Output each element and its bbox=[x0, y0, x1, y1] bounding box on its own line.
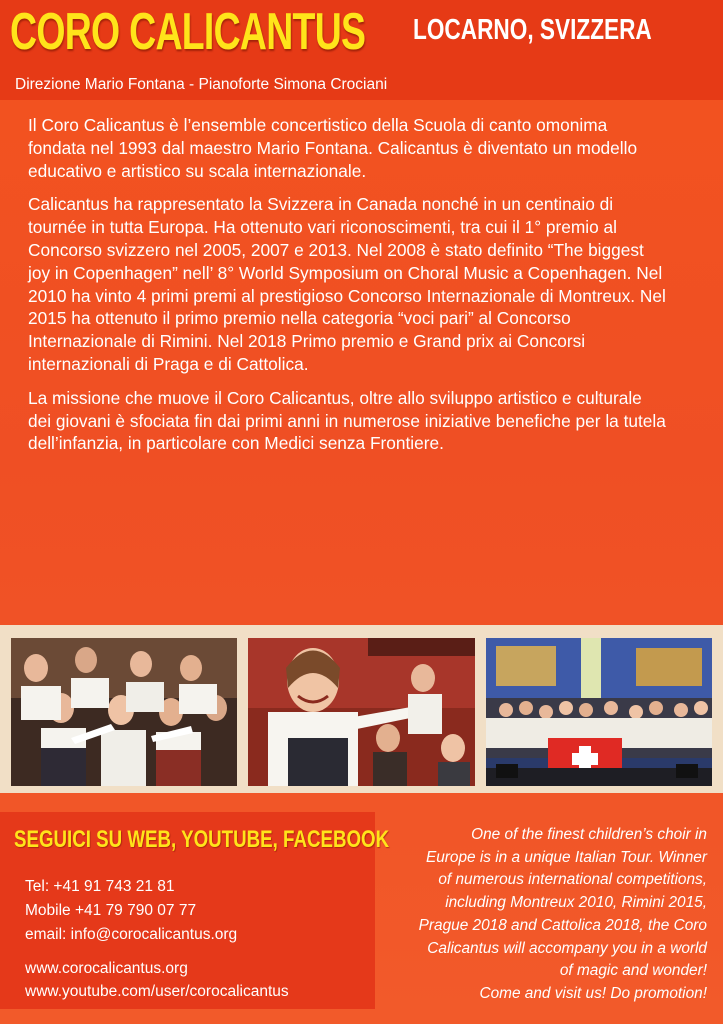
promo-line: including Montreux 2010, Rimini 2015, bbox=[445, 894, 707, 912]
smiling-singer-photo bbox=[248, 638, 475, 786]
promo-line: Prague 2018 and Cattolica 2018, the Coro bbox=[418, 916, 707, 934]
choir-performance-photo bbox=[11, 638, 237, 786]
page-title: CORO CALICANTUS bbox=[10, 3, 366, 61]
promo-line: of magic and wonder! bbox=[559, 962, 707, 980]
promo-line: Calicantus will accompany you in a world bbox=[427, 939, 707, 957]
direction-subtitle: Direzione Mario Fontana - Pianoforte Simona Crociani bbox=[15, 76, 388, 93]
email-link[interactable]: email: info@corocalicantus.org bbox=[25, 926, 238, 943]
mobile-number[interactable]: Mobile +41 79 790 07 77 bbox=[25, 902, 197, 919]
website-link[interactable]: www.corocalicantus.org bbox=[25, 960, 188, 977]
paragraph-achievements: Calicantus ha rappresentato la Svizzera in Canada nonché in un centinaio di tournée in tutta Europa. Ha ottenuto vari riconoscimenti, tra cui il 1° premio al Concorso svizzero nel 2005, 2007 e 2013. Nel 2008 è stato definito “The biggest joy in Copenhagen” nell’ 8° World Symposium on Choral Music a Copenhagen. Nel 2010 ha vinto 4 primi premi al prestigioso Concorso Internazionale di Montreux. Nel 2015 ha ottenuto il primo premio nella categoria “voci pari” al Concorso Internazionale di Rimini. Nel 2018 Primo premio e Grand prix ai Concorsi internazionali di Praga e di Cattolica. bbox=[28, 194, 666, 374]
paragraph-mission: La missione che muove il Coro Calicantus, oltre allo sviluppo artistico e culturale dei giovani è sfociata fin dai primi anni in numerose iniziative benefiche per la tutela dell’infanzia, in particolare con Medici senza Frontiere. bbox=[28, 387, 666, 454]
phone-number[interactable]: Tel: +41 91 743 21 81 bbox=[25, 878, 175, 895]
promo-text bbox=[377, 824, 707, 1006]
location-label: LOCARNO, SVIZZERA bbox=[413, 14, 652, 46]
choir-with-swiss-flag-photo bbox=[486, 638, 712, 786]
description bbox=[28, 114, 668, 466]
photo-strip bbox=[0, 625, 723, 793]
promo-line: of numerous international competitions, bbox=[438, 871, 707, 889]
promo-line: Europe is in a unique Italian Tour. Winner bbox=[425, 848, 707, 866]
youtube-link[interactable]: www.youtube.com/user/corocalicantus bbox=[25, 983, 289, 1000]
promo-line: One of the finest children’s choir in bbox=[471, 826, 707, 843]
contact-box bbox=[0, 812, 390, 1009]
follow-us-heading: SEGUICI SU WEB, YOUTUBE, FACEBOOK bbox=[14, 826, 390, 853]
paragraph-intro: Il Coro Calicantus è l’ensemble concertistico della Scuola di canto omonima fondata nel 1993 dal maestro Mario Fontana. Calicantus è diventato un modello educativo e artistico su scala internazionale. bbox=[28, 115, 638, 181]
promo-line: Come and visit us! Do promotion! bbox=[479, 984, 707, 1002]
